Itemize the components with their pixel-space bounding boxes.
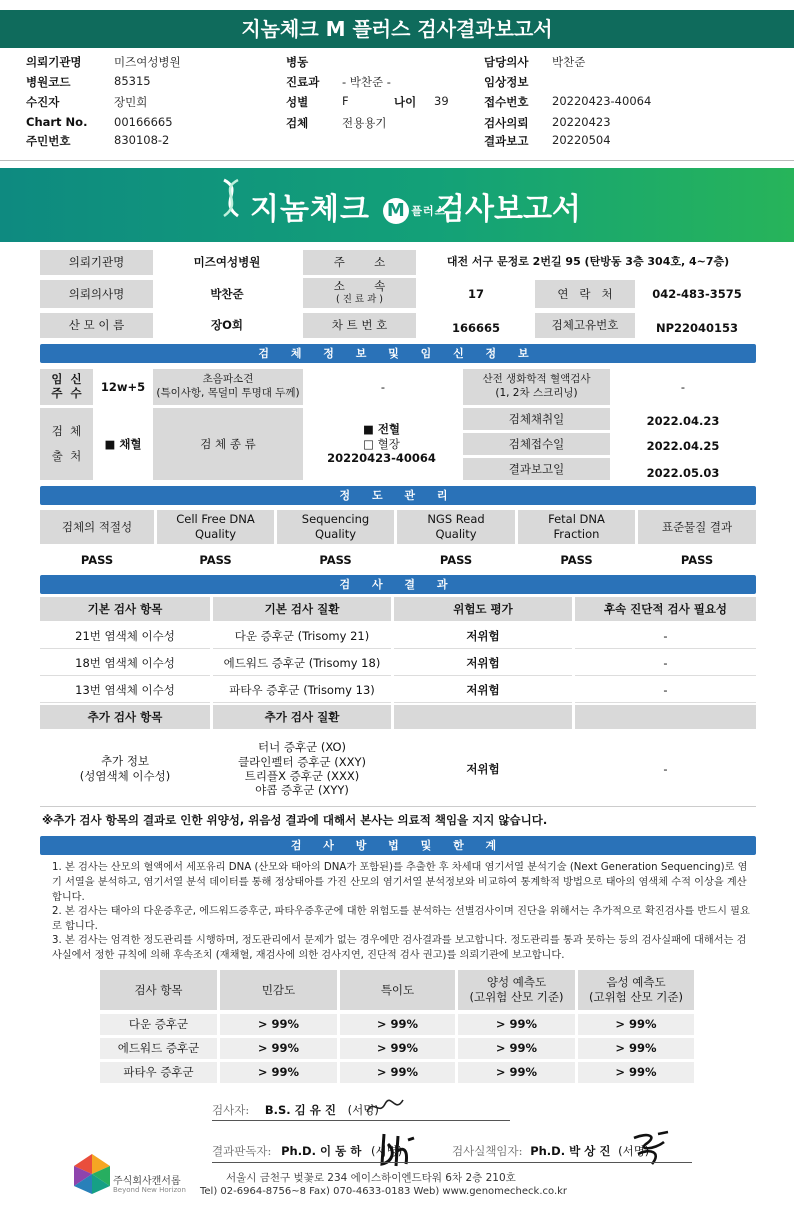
perf-cell: > 99% <box>458 1014 575 1035</box>
report-day-value: 2022.05.03 <box>646 465 720 480</box>
hospital-label: 의뢰기관명 <box>26 55 82 69</box>
request-label: 검사의뢰 <box>484 116 529 130</box>
doc-label: 의뢰의사명 <box>40 280 153 308</box>
type-value <box>303 408 460 480</box>
inst-value: 미즈여성병원 <box>193 255 261 270</box>
uid-value: NP22040153 <box>655 321 739 336</box>
chart-value: 00166665 <box>114 115 173 129</box>
sex-label: 성별 <box>286 95 309 109</box>
receive-value: 2022.04.25 <box>646 438 720 453</box>
qc-value: PASS <box>560 552 593 567</box>
specimen-value: 전용용기 <box>342 116 387 130</box>
perf-header: 민감도 <box>220 970 337 1010</box>
qc-header: Fetal DNA Fraction <box>518 510 635 544</box>
perf-header: 특이도 <box>340 970 455 1010</box>
type-number: 20220423-40064 <box>327 451 436 466</box>
type-plasma: □ 혈장 <box>363 436 400 451</box>
section-sample: 검 체 정 보 및 임 신 정 보 <box>40 344 756 363</box>
result-header: 위험도 평가 <box>394 597 572 621</box>
lab-seal: (서명) <box>618 1144 650 1158</box>
company-logo-icon <box>72 1152 112 1196</box>
doctor-label: 담당의사 <box>484 55 529 69</box>
specimen-label: 검체 <box>286 116 309 130</box>
company-name-text: 주식회사캔서롭 <box>113 1176 181 1187</box>
doctor-value: 박찬준 <box>552 55 586 69</box>
perf-cell: > 99% <box>220 1062 337 1083</box>
result-cell: 저위험 <box>394 678 572 703</box>
id-label: 주민번호 <box>26 134 71 148</box>
add-risk: 저위험 <box>466 761 500 776</box>
lab-name: Ph.D. 박 상 진 <box>530 1144 611 1158</box>
company-contact: Tel) 02-6964-8756~8 Fax) 070-4633-0183 Web) www.genomecheck.co.kr <box>200 1186 568 1197</box>
us-value: - <box>380 379 386 394</box>
src-value: ■ 채혈 <box>104 436 142 451</box>
src-label: 검 체 출 처 <box>40 408 93 480</box>
section-method: 검 사 방 법 및 한 계 <box>40 836 756 855</box>
dept-label-text: 소 속 <box>333 279 386 294</box>
dept-label <box>303 278 416 308</box>
result-cell: 파타우 증후군 (Trisomy 13) <box>213 678 391 703</box>
perf-cell: > 99% <box>458 1038 575 1059</box>
perf-cell: > 99% <box>578 1062 694 1083</box>
result-cell: - <box>575 651 756 676</box>
chart-no-value: 166665 <box>451 321 500 336</box>
qc-header: Sequencing Quality <box>277 510 394 544</box>
inst-label: 의뢰기관명 <box>40 250 153 275</box>
add-disease: 터너 증후군 (XO) 클라인펠터 증후군 (XXY) 트리플X 증후군 (XXX) 야콥 증후군 (XYY) <box>238 740 366 798</box>
add-item: 추가 정보 (성염색체 이수성) <box>79 754 171 783</box>
tester-label: 검사자: <box>212 1103 250 1117</box>
add-follow-header <box>575 705 756 729</box>
judge-seal: (서명) <box>370 1144 403 1158</box>
report-day-label: 결과보고일 <box>463 458 610 480</box>
dept-value: - 박찬준 - <box>342 75 391 89</box>
hospital-value: 미즈여성병원 <box>114 55 181 69</box>
disclaimer-note: ※추가 검사 항목의 결과로 인한 위양성, 위음성 결과에 대해서 본사는 의료적 책임을 지지 않습니다. <box>42 813 548 827</box>
brand-banner <box>0 168 794 242</box>
perf-cell: 다운 증후군 <box>100 1014 217 1035</box>
judge-signature <box>212 1143 402 1159</box>
age-value: 39 <box>434 94 449 108</box>
report-date-label: 결과보고 <box>484 134 529 148</box>
type-label: 검 체 종 류 <box>153 408 303 480</box>
type-whole-blood: ■ 전혈 <box>362 421 401 436</box>
result-cell: 13번 염색체 이수성 <box>40 678 210 703</box>
mother-value: 장O희 <box>211 318 243 333</box>
judge-label: 결과판독자: <box>212 1144 272 1158</box>
result-cell: - <box>575 678 756 703</box>
brand-m-icon: M <box>383 198 409 224</box>
collect-label: 검체채취일 <box>463 408 610 430</box>
id-value: 830108-2 <box>114 133 170 147</box>
dept-sublabel: ( 진 료 과 ) <box>335 294 384 306</box>
perf-cell: 파타우 증후군 <box>100 1062 217 1083</box>
tester-signature <box>212 1102 379 1118</box>
name-label: 수진자 <box>26 95 60 109</box>
preg-value: 12w+5 <box>100 379 146 394</box>
perf-cell: 에드워드 증후군 <box>100 1038 217 1059</box>
perf-cell: > 99% <box>340 1038 455 1059</box>
result-cell: - <box>575 624 756 649</box>
uid-label: 검체고유번호 <box>535 313 635 338</box>
contact-value: 042-483-3575 <box>652 286 742 301</box>
qc-header: 표준물질 결과 <box>638 510 756 544</box>
qc-value: PASS <box>80 552 114 567</box>
result-cell: 저위험 <box>394 624 572 649</box>
qc-value: PASS <box>199 552 232 567</box>
collect-value: 2022.04.23 <box>646 413 720 428</box>
report-date-value: 20220504 <box>552 133 611 147</box>
perf-cell: > 99% <box>340 1062 455 1083</box>
ward-label: 병동 <box>286 55 309 69</box>
code-value: 85315 <box>114 74 151 88</box>
add-item-header: 추가 검사 항목 <box>40 705 210 729</box>
sex-value: F <box>342 94 349 108</box>
perf-header: 음성 예측도 (고위험 산모 기준) <box>578 970 694 1010</box>
section-qc: 정 도 관 리 <box>40 486 756 505</box>
result-cell: 21번 염색체 이수성 <box>40 624 210 649</box>
code-label: 병원코드 <box>26 75 71 89</box>
report-title: 지놈체크 M 플러스 검사결과보고서 <box>0 10 794 48</box>
qc-value: PASS <box>680 552 714 567</box>
tester-signature-mark <box>365 1094 405 1120</box>
tester-seal: (서명) <box>347 1103 379 1117</box>
company-address: 서울시 금천구 벚꽃로 234 에이스하이엔드타워 6차 2층 210호 <box>226 1172 516 1184</box>
add-risk-header <box>394 705 572 729</box>
lab-signature <box>452 1143 649 1159</box>
result-header: 기본 검사 질환 <box>213 597 391 621</box>
receive-label: 검체접수일 <box>463 433 610 455</box>
result-cell: 에드워드 증후군 (Trisomy 18) <box>213 651 391 676</box>
tester-name: B.S. 김 유 진 <box>264 1103 336 1117</box>
perf-cell: > 99% <box>220 1014 337 1035</box>
dept-value: 17 <box>467 286 484 301</box>
result-bottom-line <box>40 806 756 807</box>
brand-plus: 플러스 <box>411 204 447 218</box>
add-disease-header: 추가 검사 질환 <box>213 705 391 729</box>
method-paragraph-3: 3. 본 검사는 엄격한 정도관리를 시행하며, 정도관리에서 문제가 없는 경우에만 검사결과를 보고합니다. 정도관리를 통과 못하는 등의 검사실패에 대해서는 검사실에서 정한 규칙에 의해 후속조치 (재채혈, 재검사에 의한 검사지연, 진단적 검사 권고)를 의뢰기관에 보고합니다. <box>52 935 747 961</box>
method-paragraph-1: 1. 본 검사는 산모의 혈액에서 세포유리 DNA (산모와 태아의 DNA가 포함된)를 추출한 후 차세대 염기서열 분석기술 (Next Generation Sequencing)로 염기 서열을 분석하고, 염기서열 분석 데이터를 통해 정상태아를 가진 산모의 염기서열 분석정보와 비교하여 통계학적 방법으로 태아의 염색체 수적 이상을 계산합니다. <box>52 862 748 903</box>
preg-label: 임 신 주 수 <box>40 369 93 405</box>
judge-name: Ph.D. 이 동 하 <box>281 1144 362 1158</box>
result-header: 후속 진단적 검사 필요성 <box>575 597 756 621</box>
qc-header: Cell Free DNA Quality <box>157 510 274 544</box>
result-cell: 다운 증후군 (Trisomy 21) <box>213 624 391 649</box>
chart-label: Chart No. <box>26 115 88 129</box>
receipt-value: 20220423-40064 <box>552 94 652 108</box>
perf-cell: > 99% <box>458 1062 575 1083</box>
tester-line <box>212 1120 510 1121</box>
perf-cell: > 99% <box>578 1038 694 1059</box>
age-label: 나이 <box>394 95 417 109</box>
addr-value: 대전 서구 문정로 2번길 95 (탄방동 3층 304호, 4~7층) <box>446 255 730 269</box>
company-name <box>113 1172 181 1187</box>
us-label: 초음파소견 (특이사항, 목덜미 투명대 두께) <box>153 369 303 405</box>
qc-header: 검체의 적절성 <box>40 510 154 544</box>
mother-label: 산 모 이 름 <box>40 313 153 338</box>
divider <box>0 160 794 161</box>
add-follow: - <box>663 761 668 776</box>
brand-name: 지놈체크 <box>250 192 370 227</box>
lab-label: 검사실책임자: <box>452 1144 523 1158</box>
result-cell: 18번 염색체 이수성 <box>40 651 210 676</box>
qc-value: PASS <box>439 552 473 567</box>
method-paragraph-2: 2. 본 검사는 태아의 다운증후군, 에드워드증후군, 파타우증후군에 대한 위험도를 분석하는 선별검사이며 진단을 위해서는 추가적으로 확진검사를 반드시 필요로 합니다. <box>52 906 750 932</box>
judge-signature-mark <box>378 1130 420 1170</box>
result-cell: 저위험 <box>394 651 572 676</box>
judge-line <box>212 1162 692 1163</box>
brand-logo <box>250 184 446 228</box>
clinical-label: 임상정보 <box>484 75 529 89</box>
screen-label: 산전 생화학적 혈액검사 (1, 2차 스크리닝) <box>463 369 610 405</box>
qc-value: PASS <box>319 552 352 567</box>
result-header: 기본 검사 항목 <box>40 597 210 621</box>
company-tagline: Beyond New Horizon <box>113 1186 186 1194</box>
section-result: 검 사 결 과 <box>40 575 756 594</box>
dept-label: 진료과 <box>286 75 320 89</box>
doc-value: 박찬준 <box>210 286 244 301</box>
perf-header: 양성 예측도 (고위험 산모 기준) <box>458 970 575 1010</box>
chart-no-label: 차 트 번 호 <box>303 313 416 338</box>
receipt-label: 접수번호 <box>484 95 529 109</box>
addr-label: 주 소 <box>303 250 416 275</box>
screen-value: - <box>680 379 686 394</box>
perf-cell: > 99% <box>220 1038 337 1059</box>
contact-label: 연 락 처 <box>535 280 635 308</box>
perf-cell: > 99% <box>340 1014 455 1035</box>
qc-header: NGS Read Quality <box>397 510 515 544</box>
request-value: 20220423 <box>552 115 611 129</box>
banner-report-title: 검사보고서 <box>436 192 581 227</box>
name-value: 장민희 <box>114 95 148 109</box>
perf-cell: > 99% <box>578 1014 694 1035</box>
dna-logo-icon <box>216 176 246 222</box>
perf-header: 검사 항목 <box>100 970 217 1010</box>
